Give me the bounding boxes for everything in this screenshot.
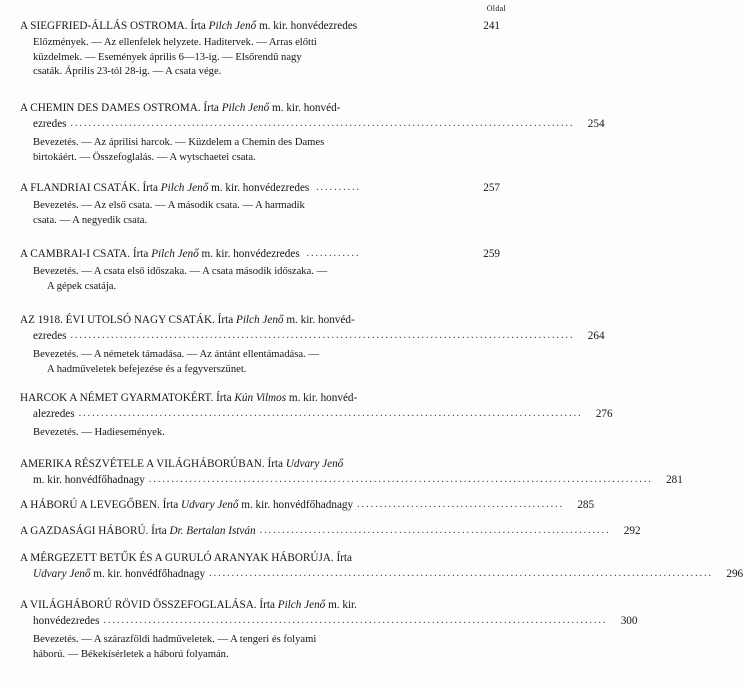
entry-page: 254 <box>587 118 605 130</box>
entry-rank: m. kir. honvédfőhadnagy <box>241 499 354 511</box>
entry-title-line: HARCOK A NÉMET GYARMATOKÉRT. Írta Kún Vilmos m. kir. honvéd- <box>20 392 358 404</box>
entry-continuation: ezredes ................................................................................................................ 264 <box>33 330 605 342</box>
toc-entry[interactable] <box>20 390 613 441</box>
entry-rank: m. kir. honvéd- <box>286 314 355 326</box>
entry-description: Bevezetés. — Az áprilisi harcok. — Küzdelem a Chemin des Dames birtokáért. — Összefoglalás. — A wytschaetei csata. <box>33 137 325 163</box>
entry-author: Pilch Jenő <box>277 599 326 611</box>
dot-leader: ............ <box>306 248 361 259</box>
entry-continuation: Udvary Jenő m. kir. honvédfőhadnagy ................................................................................................................ 296 <box>33 568 743 580</box>
toc-entry[interactable] <box>20 180 500 228</box>
toc-entry[interactable] <box>20 456 683 488</box>
page-column-label: Oldal <box>486 4 506 13</box>
entry-title-line: A HÁBORÚ A LEVEGŐBEN. Írta Udvary Jenő m. kir. honvédfőhadnagy .............................................. 285 <box>20 499 595 511</box>
entry-title: HARCOK A NÉMET GYARMATOKÉRT. <box>20 392 214 404</box>
toc-entry[interactable] <box>20 312 605 377</box>
toc-entry[interactable] <box>20 523 641 539</box>
entry-description: Bevezetés. — A németek támadása. — Az ántánt ellentámadása. — A hadműveletek befejezése és a fegyverszünet. <box>33 349 319 375</box>
entry-author: Udvary Jenő <box>33 568 91 580</box>
entry-page: 259 <box>483 248 500 260</box>
entry-description: Bevezetés. — A szárazföldi hadműveletek. — A tengeri és folyami háború. — Békekísérletek a háború folyamán. <box>33 634 317 660</box>
entry-page: 241 <box>483 20 500 32</box>
entry-rank: m. kir. honvéd- <box>288 392 358 404</box>
entry-title-line: A SIEGFRIED-ÁLLÁS OSTROMA. Írta Pilch Jenő m. kir. honvédezredes 241 <box>20 20 500 32</box>
entry-author: Kún Vilmos <box>234 392 287 404</box>
entry-title: AZ 1918. ÉVI UTOLSÓ NAGY CSATÁK. <box>20 314 215 326</box>
entry-title: A CAMBRAI-I CSATA. <box>20 248 131 260</box>
entry-title-line: AZ 1918. ÉVI UTOLSÓ NAGY CSATÁK. Írta Pilch Jenő m. kir. honvéd- <box>20 314 355 326</box>
entry-continuation: honvédezredes ................................................................................................................ 300 <box>33 615 638 627</box>
dot-leader: .......... <box>316 182 362 193</box>
entry-title: A MÉRGEZETT BETŰK ÉS A GURULÓ ARANYAK HÁBORÚJA. <box>20 552 334 564</box>
entry-page: 292 <box>623 525 641 537</box>
entry-title: AMERIKA RÉSZVÉTELE A VILÁGHÁBORÚBAN. <box>20 458 265 470</box>
dot-leader: ................................................................................................................ <box>148 474 653 485</box>
entry-title: A HÁBORÚ A LEVEGŐBEN. <box>20 499 160 511</box>
entry-title-line: A VILÁGHÁBORÚ RÖVID ÖSSZEFOGLALÁSA. Írta Pilch Jenő m. kir. <box>20 599 357 611</box>
entry-page: 296 <box>726 568 743 580</box>
entry-title: A FLANDRIAI CSATÁK. <box>20 182 140 194</box>
toc-entry[interactable] <box>20 550 743 582</box>
toc-entry[interactable] <box>20 100 605 165</box>
entry-author: Dr. Bertalan István <box>169 525 256 537</box>
toc-entry[interactable] <box>20 246 500 294</box>
dot-leader: .............................................. <box>357 499 565 510</box>
toc-entry[interactable] <box>20 18 500 80</box>
entry-description: Előzmények. — Az ellenfelek helyzete. Haditervek. — Arras előtti küzdelmek. — Események április 6—13-ig. — Elsőrendű nagy csaták. Április 23-tól 28-ig. — A csata vége. <box>33 37 317 77</box>
entry-rank: m. kir. <box>328 599 357 611</box>
entry-author: Udvary Jenő <box>285 458 344 470</box>
entry-title-line: A MÉRGEZETT BETŰK ÉS A GURULÓ ARANYAK HÁBORÚJA. Írta <box>20 552 353 564</box>
entry-rank: m. kir. honvédezredes <box>201 248 300 260</box>
entry-title: A CHEMIN DES DAMES OSTROMA. <box>20 102 201 114</box>
dot-leader: ................................................................................................................ <box>103 615 608 626</box>
entry-author: Pilch Jenő <box>235 314 284 326</box>
toc-entry[interactable] <box>20 497 595 513</box>
entry-page: 300 <box>620 615 638 627</box>
entry-title: A GAZDASÁGI HÁBORÚ. <box>20 525 149 537</box>
dot-leader: ................................................................................................................ <box>70 330 575 341</box>
entry-continuation: alezredes ................................................................................................................ 276 <box>33 408 613 420</box>
entry-continuation: ezredes ................................................................................................................ 254 <box>33 118 605 130</box>
dot-leader: ................................................................................................................ <box>209 568 714 579</box>
entry-rank: m. kir. honvédezredes <box>258 20 358 32</box>
entry-author: Pilch Jenő <box>160 182 209 194</box>
entry-title-line: AMERIKA RÉSZVÉTELE A VILÁGHÁBORÚBAN. Írta Udvary Jenő <box>20 458 344 470</box>
entry-author: Pilch Jenő <box>208 20 257 32</box>
entry-page: 257 <box>483 182 500 194</box>
entry-author: Pilch Jenő <box>151 248 199 260</box>
dot-leader: ................................................................................................................ <box>78 408 583 419</box>
entry-title-line: A FLANDRIAI CSATÁK. Írta Pilch Jenő m. kir. honvédezredes .......... 257 <box>20 182 500 194</box>
entry-title: A SIEGFRIED-ÁLLÁS OSTROMA. <box>20 20 188 32</box>
entry-title-line: A CAMBRAI-I CSATA. Írta Pilch Jenő m. kir. honvédezredes ............ 259 <box>20 248 500 260</box>
entry-page: 276 <box>595 408 613 420</box>
entry-rank: m. kir. honvédezredes <box>211 182 310 194</box>
entry-title-line: A CHEMIN DES DAMES OSTROMA. Írta Pilch Jenő m. kir. honvéd- <box>20 102 341 114</box>
entry-page: 264 <box>587 330 605 342</box>
entry-page: 281 <box>666 474 683 486</box>
entry-description: Bevezetés. — Az első csata. — A második csata. — A harmadik csata. — A negyedik csata. <box>33 200 305 226</box>
entry-description: Bevezetés. — Hadiesemények. <box>33 427 165 438</box>
entry-author: Pilch Jenő <box>221 102 270 114</box>
entry-rank: m. kir. honvéd- <box>272 102 341 114</box>
entry-description: Bevezetés. — A csata első időszaka. — A csata második időszaka. — A gépek csatája. <box>33 266 328 292</box>
entry-continuation: m. kir. honvédfőhadnagy ................................................................................................................ 281 <box>33 474 683 486</box>
entry-page: 285 <box>577 499 595 511</box>
entry-author: Udvary Jenő <box>180 499 239 511</box>
entry-title: A VILÁGHÁBORÚ RÖVID ÖSSZEFOGLALÁSA. <box>20 599 257 611</box>
dot-leader: .............................................................................. <box>259 525 611 536</box>
dot-leader: ................................................................................................................ <box>70 118 575 129</box>
toc-entry[interactable] <box>20 597 638 662</box>
entry-title-line: A GAZDASÁGI HÁBORÚ. Írta Dr. Bertalan István .............................................................................. 292 <box>20 525 641 537</box>
